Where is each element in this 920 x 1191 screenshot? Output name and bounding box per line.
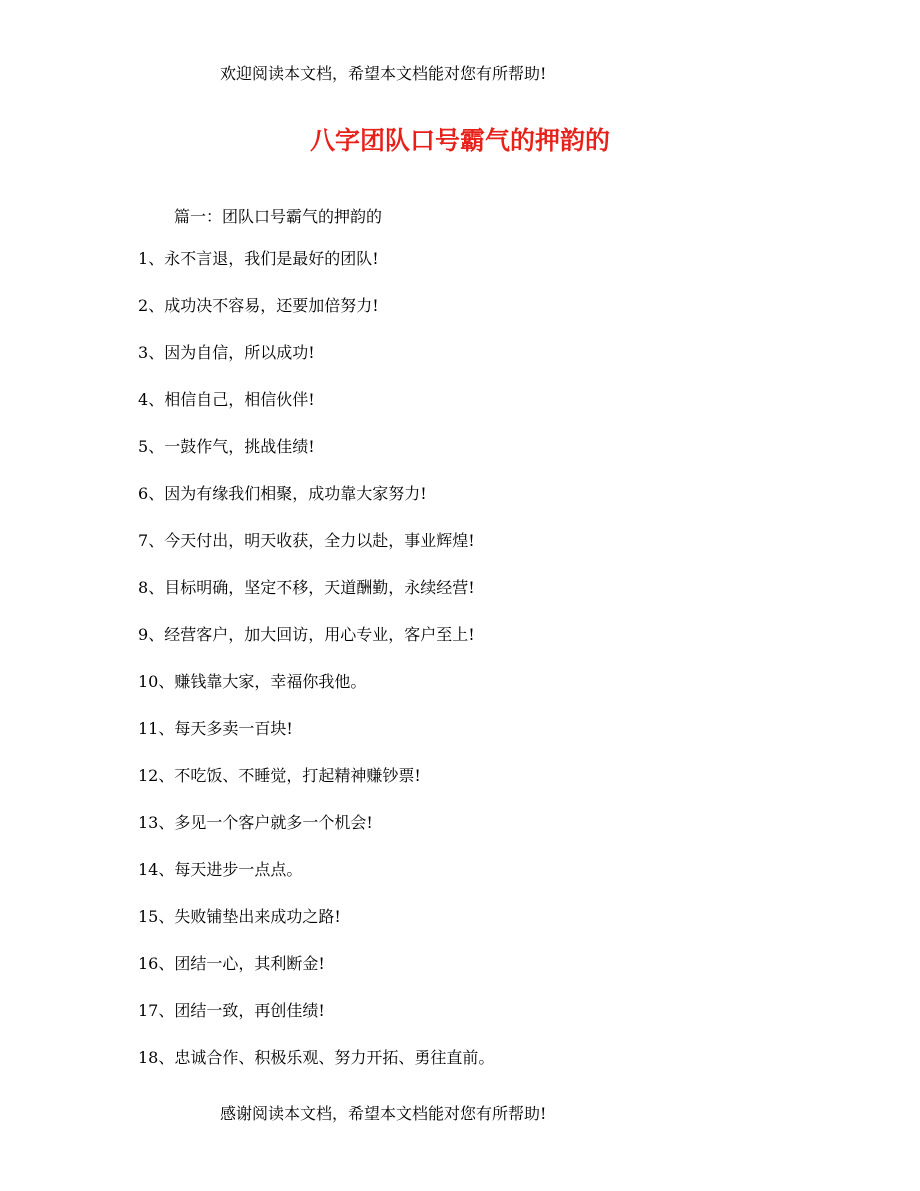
list-item-number: 4 <box>138 390 149 409</box>
list-item-text: 永不言退，我们是最好的团队! <box>164 249 379 268</box>
list-item-number: 11 <box>138 719 159 738</box>
list-item-text: 经营客户，加大回访，用心专业，客户至上! <box>164 625 475 644</box>
list-item <box>138 577 494 624</box>
list-item-separator: 、 <box>148 531 165 550</box>
list-item-text: 不吃饭、不睡觉，打起精神赚钞票! <box>174 766 421 785</box>
list-item <box>138 812 494 859</box>
list-item <box>138 718 494 765</box>
list-item-separator: 、 <box>148 343 165 362</box>
list-item <box>138 1000 494 1047</box>
list-item <box>138 906 494 953</box>
list-item-separator: 、 <box>158 1048 175 1067</box>
list-item-separator: 、 <box>148 625 165 644</box>
list-item <box>138 436 494 483</box>
list-item-text: 忠诚合作、积极乐观、努力开拓、勇往直前。 <box>174 1048 495 1067</box>
list-item <box>138 1047 494 1094</box>
list-item-number: 17 <box>138 1001 159 1020</box>
header-note: 欢迎阅读本文档，希望本文档能对您有所帮助! <box>220 64 547 83</box>
list-item <box>138 295 494 342</box>
list-item-text: 今天付出，明天收获，全力以赴，事业辉煌! <box>164 531 475 550</box>
list-item-number: 16 <box>138 954 159 973</box>
list-item-separator: 、 <box>148 249 165 268</box>
list-item-number: 3 <box>138 343 149 362</box>
list-item <box>138 624 494 671</box>
list-item-separator: 、 <box>148 578 165 597</box>
list-item <box>138 342 494 389</box>
list-item-number: 9 <box>138 625 149 644</box>
list-item <box>138 953 494 1000</box>
list-item-separator: 、 <box>158 719 175 738</box>
list-item-separator: 、 <box>158 1001 175 1020</box>
list-item-separator: 、 <box>158 954 175 973</box>
list-item <box>138 389 494 436</box>
list-item-separator: 、 <box>148 484 165 503</box>
list-item-number: 2 <box>138 296 149 315</box>
list-item <box>138 765 494 812</box>
list-item-text: 因为自信，所以成功! <box>164 343 315 362</box>
list-item-number: 5 <box>138 437 149 456</box>
list-item-text: 失败铺垫出来成功之路! <box>174 907 341 926</box>
list-item-separator: 、 <box>158 860 175 879</box>
list-item-separator: 、 <box>158 813 175 832</box>
list-item-text: 每天多卖一百块! <box>174 719 293 738</box>
list-item-text: 团结一心，其利断金! <box>174 954 325 973</box>
list-item <box>138 483 494 530</box>
list-item-number: 15 <box>138 907 159 926</box>
slogan-list <box>138 248 494 1094</box>
list-item-text: 团结一致，再创佳绩! <box>174 1001 325 1020</box>
list-item-separator: 、 <box>158 766 175 785</box>
list-item-separator: 、 <box>148 437 165 456</box>
section-heading: 篇一：团队口号霸气的押韵的 <box>174 207 383 226</box>
footer-note: 感谢阅读本文档，希望本文档能对您有所帮助! <box>220 1104 547 1123</box>
list-item-text: 目标明确，坚定不移，天道酬勤，永续经营! <box>164 578 475 597</box>
list-item-separator: 、 <box>148 390 165 409</box>
document-title: 八字团队口号霸气的押韵的 <box>309 126 610 155</box>
list-item <box>138 530 494 577</box>
list-item-number: 8 <box>138 578 149 597</box>
list-item-text: 赚钱靠大家，幸福你我他。 <box>174 672 367 691</box>
list-item-text: 多见一个客户就多一个机会! <box>174 813 373 832</box>
list-item <box>138 859 494 906</box>
list-item-separator: 、 <box>158 907 175 926</box>
list-item-separator: 、 <box>148 296 165 315</box>
list-item-number: 18 <box>138 1048 159 1067</box>
list-item-text: 一鼓作气，挑战佳绩! <box>164 437 315 456</box>
list-item-number: 7 <box>138 531 149 550</box>
list-item-number: 6 <box>138 484 149 503</box>
list-item-number: 14 <box>138 860 159 879</box>
list-item-number: 1 <box>138 249 149 268</box>
list-item-number: 10 <box>138 672 159 691</box>
list-item-number: 12 <box>138 766 159 785</box>
list-item-text: 成功决不容易，还要加倍努力! <box>164 296 379 315</box>
list-item-text: 相信自己，相信伙伴! <box>164 390 315 409</box>
list-item-separator: 、 <box>158 672 175 691</box>
list-item <box>138 671 494 718</box>
list-item-number: 13 <box>138 813 159 832</box>
list-item-text: 因为有缘我们相聚，成功靠大家努力! <box>164 484 427 503</box>
list-item-text: 每天进步一点点。 <box>174 860 303 879</box>
list-item <box>138 248 494 295</box>
